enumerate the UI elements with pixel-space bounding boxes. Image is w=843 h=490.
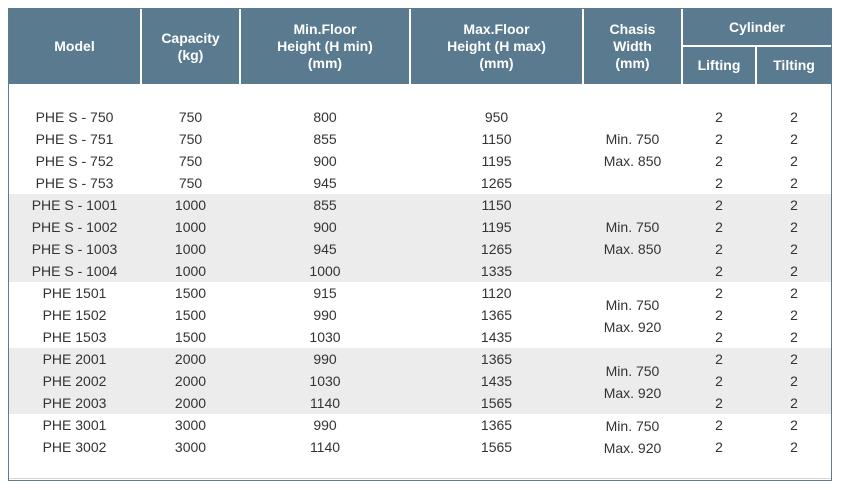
- cell-min: 900: [313, 153, 337, 169]
- cell-tilting: 2: [790, 197, 798, 213]
- cell-max: 1150: [481, 131, 512, 147]
- cell-lifting: 2: [715, 241, 723, 257]
- table-row: [9, 414, 831, 436]
- cell-model: PHE 2003: [42, 395, 107, 411]
- cell-lifting: 2: [715, 351, 723, 367]
- header-divider: [582, 9, 584, 84]
- cell-capacity: 3000: [174, 417, 207, 433]
- cell-lifting: 2: [715, 109, 723, 125]
- table-row: [9, 150, 831, 172]
- cell-tilting: 2: [790, 131, 798, 147]
- table-row: [9, 282, 831, 304]
- cell-model: PHE S - 750: [35, 109, 114, 125]
- header-min-floor: [241, 9, 409, 84]
- cell-lifting: 2: [715, 219, 723, 235]
- table-row: [9, 172, 831, 194]
- cell-max: 1120: [481, 285, 512, 301]
- table-row: [9, 260, 831, 282]
- header-model: [9, 9, 140, 84]
- header-divider: [755, 47, 757, 84]
- cell-min: 1140: [309, 395, 341, 411]
- cell-tilting: 2: [790, 153, 798, 169]
- cell-capacity: 750: [178, 153, 203, 169]
- cell-min: 990: [313, 307, 337, 323]
- header-chasis-line3: (mm): [615, 55, 650, 71]
- cell-min: 915: [313, 285, 337, 301]
- cell-capacity: 1500: [174, 307, 207, 323]
- chasis-max: Max. 850: [603, 153, 662, 169]
- cell-model: PHE S - 1004: [31, 263, 118, 279]
- cell-capacity: 1000: [174, 263, 207, 279]
- cell-max: 1265: [480, 241, 513, 257]
- header-max-floor-line3: (mm): [479, 55, 514, 71]
- cell-min: 990: [313, 417, 337, 433]
- cell-tilting: 2: [790, 439, 798, 455]
- table-row: [9, 106, 831, 128]
- cell-model: PHE 3002: [42, 439, 107, 455]
- cell-lifting: 2: [715, 197, 723, 213]
- cell-capacity: 2000: [174, 373, 207, 389]
- table-row: [9, 370, 831, 392]
- cell-min: 1030: [309, 373, 341, 389]
- cell-tilting: 2: [790, 417, 798, 433]
- cell-tilting: 2: [790, 351, 798, 367]
- header-divider: [239, 9, 241, 84]
- cell-max: 1365: [480, 351, 513, 367]
- header-lifting: [683, 47, 755, 84]
- cell-capacity: 1500: [174, 285, 207, 301]
- table-bottom-rule: [9, 478, 831, 479]
- cell-lifting: 2: [715, 131, 723, 147]
- cell-capacity: 2000: [174, 395, 207, 411]
- cell-capacity: 2000: [174, 351, 207, 367]
- cell-lifting: 2: [715, 417, 723, 433]
- cell-lifting: 2: [715, 329, 723, 345]
- chasis-min: Min. 750: [605, 219, 660, 235]
- header-lifting-label: Lifting: [697, 57, 741, 73]
- table-row: [9, 128, 831, 150]
- table-header: [9, 9, 831, 84]
- table-row: [9, 436, 831, 458]
- cell-capacity: 1000: [174, 241, 207, 257]
- cell-tilting: 2: [790, 241, 798, 257]
- cell-capacity: 750: [178, 109, 203, 125]
- cell-model: PHE S - 1001: [31, 197, 118, 213]
- chasis-width-cell: [584, 294, 681, 338]
- cell-tilting: 2: [790, 329, 798, 345]
- cell-tilting: 2: [790, 219, 798, 235]
- chasis-width-cell: [584, 128, 681, 172]
- cell-max: 1265: [480, 175, 513, 191]
- chasis-min: Min. 750: [605, 418, 660, 434]
- cell-min: 945: [313, 241, 337, 257]
- cell-model: PHE 2002: [42, 373, 107, 389]
- cell-lifting: 2: [715, 263, 723, 279]
- cell-capacity: 3000: [174, 439, 207, 455]
- cell-tilting: 2: [790, 285, 798, 301]
- table-row: [9, 392, 831, 414]
- cell-lifting: 2: [715, 307, 723, 323]
- cell-model: PHE S - 751: [35, 131, 114, 147]
- header-max-floor: [411, 9, 582, 84]
- cell-min: 1140: [309, 439, 341, 455]
- cell-lifting: 2: [715, 395, 723, 411]
- cell-max: 1335: [480, 263, 513, 279]
- header-min-floor-line2: Height (H min): [277, 38, 373, 54]
- cell-capacity: 750: [178, 175, 203, 191]
- cell-model: PHE S - 752: [35, 153, 114, 169]
- cell-model: PHE S - 753: [35, 175, 114, 191]
- cell-tilting: 2: [790, 395, 798, 411]
- header-tilting-label: Tilting: [773, 57, 815, 73]
- header-tilting: [757, 47, 831, 84]
- header-chasis-line2: Width: [613, 38, 652, 54]
- chasis-min: Min. 750: [605, 131, 660, 147]
- cell-model: PHE 3001: [42, 417, 107, 433]
- cell-max: 1365: [480, 417, 513, 433]
- cell-min: 900: [313, 219, 337, 235]
- cell-tilting: 2: [790, 109, 798, 125]
- header-model-label: Model: [54, 38, 95, 54]
- cell-model: PHE 1501: [42, 285, 107, 301]
- cell-min: 855: [313, 131, 337, 147]
- header-capacity: [142, 9, 239, 84]
- table-row: [9, 194, 831, 216]
- header-capacity-line1: Capacity: [161, 29, 220, 46]
- table-row: [9, 304, 831, 326]
- header-min-floor-line1: Min.Floor: [293, 21, 357, 37]
- cell-min: 800: [313, 109, 337, 125]
- chasis-min: Min. 750: [605, 363, 660, 379]
- table-row: [9, 326, 831, 348]
- cell-lifting: 2: [715, 373, 723, 389]
- cell-tilting: 2: [790, 175, 798, 191]
- cell-model: PHE 1502: [42, 307, 107, 323]
- cell-tilting: 2: [790, 373, 798, 389]
- cell-tilting: 2: [790, 307, 798, 323]
- spec-table: [8, 8, 832, 481]
- header-cylinder-label: Cylinder: [728, 18, 785, 35]
- header-divider: [409, 9, 411, 84]
- cell-lifting: 2: [715, 285, 723, 301]
- cell-min: 1030: [309, 329, 341, 345]
- header-divider: [140, 9, 142, 84]
- cell-capacity: 1500: [174, 329, 207, 345]
- cell-max: 1150: [481, 197, 512, 213]
- cell-model: PHE S - 1002: [31, 219, 118, 235]
- chasis-width-cell: [584, 415, 681, 459]
- header-min-floor-line3: (mm): [307, 55, 343, 71]
- cell-lifting: 2: [715, 153, 723, 169]
- chasis-max: Max. 850: [603, 241, 662, 257]
- cell-model: PHE S - 1003: [31, 241, 118, 257]
- cell-model: PHE 1503: [42, 329, 107, 345]
- cell-max: 1435: [480, 329, 513, 345]
- header-cylinder: [683, 9, 831, 45]
- header-chasis-line1: Chasis: [609, 21, 656, 37]
- cell-min: 945: [313, 175, 337, 191]
- header-chasis-width: [584, 9, 681, 84]
- cell-max: 1565: [480, 439, 513, 455]
- chasis-width-cell: [584, 360, 681, 404]
- cell-tilting: 2: [790, 263, 798, 279]
- cell-max: 1435: [480, 373, 513, 389]
- table-row: [9, 216, 831, 238]
- chasis-width-cell: [584, 216, 681, 260]
- cell-min: 855: [313, 197, 337, 213]
- cell-capacity: 1000: [174, 219, 207, 235]
- cell-max: 1565: [480, 395, 513, 411]
- cell-capacity: 750: [178, 131, 203, 147]
- cell-lifting: 2: [715, 175, 723, 191]
- table-body: [9, 106, 831, 458]
- table-row: [9, 348, 831, 370]
- cell-max: 1195: [481, 153, 512, 169]
- chasis-max: Max. 920: [603, 440, 662, 456]
- header-divider: [683, 45, 831, 47]
- cell-max: 1365: [480, 307, 513, 323]
- cell-max: 1195: [481, 219, 512, 235]
- cell-min: 990: [313, 351, 337, 367]
- header-max-floor-line1: Max.Floor: [463, 21, 530, 37]
- chasis-min: Min. 750: [605, 297, 660, 313]
- cell-lifting: 2: [715, 439, 723, 455]
- chasis-max: Max. 920: [603, 385, 662, 401]
- header-capacity-line2: (kg): [177, 46, 204, 63]
- cell-min: 1000: [309, 263, 341, 279]
- chasis-max: Max. 920: [603, 319, 662, 335]
- cell-max: 950: [484, 109, 509, 125]
- cell-model: PHE 2001: [42, 351, 107, 367]
- table-row: [9, 238, 831, 260]
- header-max-floor-line2: Height (H max): [447, 38, 546, 54]
- cell-capacity: 1000: [174, 197, 207, 213]
